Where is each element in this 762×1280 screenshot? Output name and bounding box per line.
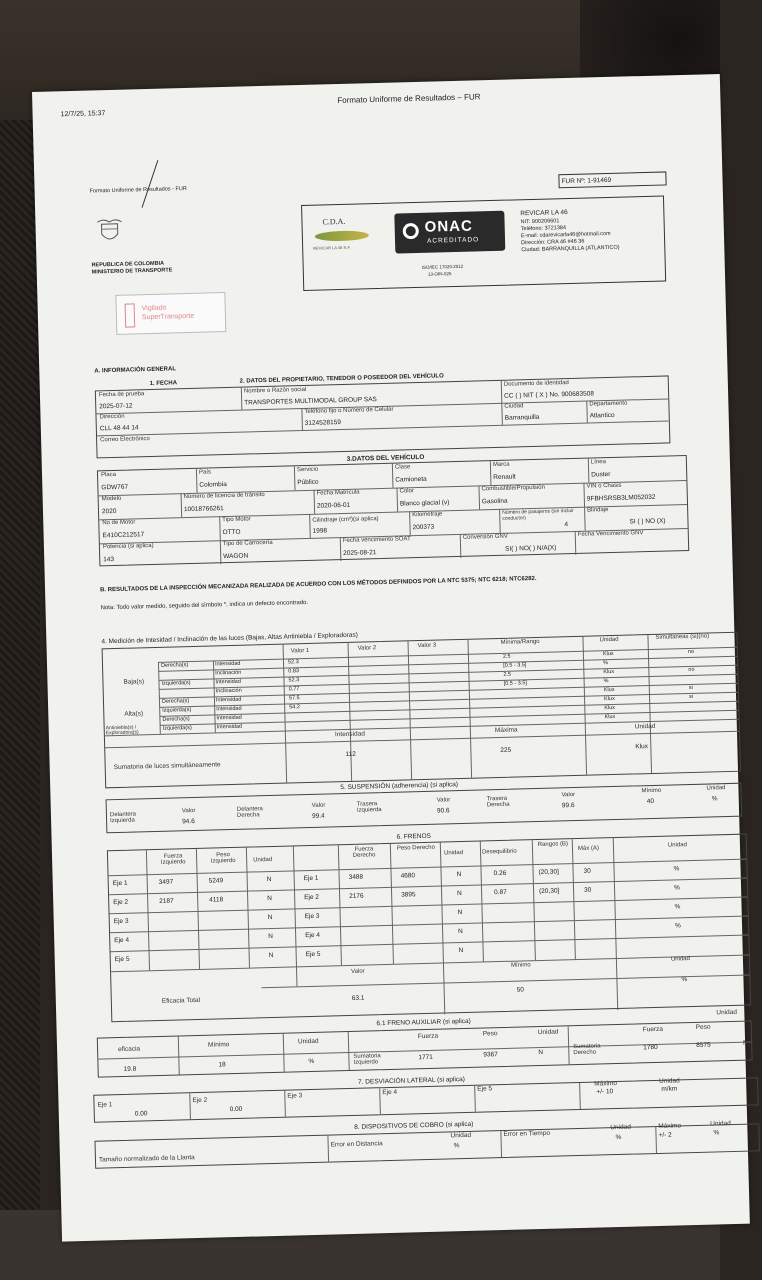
potencia-label: Potencia (si aplica) (102, 542, 154, 551)
cobro-unit2-label: Unidad (610, 1123, 632, 1132)
fur-number: FUR Nº: 1-91469 (561, 176, 612, 186)
servicio-value: Público (297, 478, 319, 487)
ciudad-label: Ciudad (504, 403, 524, 410)
frenos-unit-n: N (268, 932, 273, 941)
aux-unit3-label: Unidad (716, 1008, 738, 1017)
carroceria-label: Tipo de Carrocería (222, 539, 273, 548)
luces-row-unit: Klux (604, 704, 616, 712)
soat-value: 2025-08-21 (343, 549, 377, 558)
doc-label: Documento de identidad (503, 380, 569, 388)
fur-document (32, 74, 750, 1242)
aux-ud-value: N (743, 1039, 748, 1047)
frenos-h-pd: Peso Derecho (396, 844, 436, 852)
aux-unit2-label: Unidad (537, 1028, 559, 1037)
desv-eje1-label: Eje 1 (97, 1101, 113, 1109)
blindaje-value: SI ( ) NO (X) (629, 517, 666, 526)
frenos-eje2-label: Eje 2 (304, 893, 320, 902)
fecha-header: 1. FECHA (149, 380, 178, 388)
pais-label: País (198, 469, 212, 476)
susp-min-value: 40 (646, 797, 655, 806)
luces-row-simultanea: no (687, 648, 695, 656)
frenos-desequilibrio-value: 0.26 (493, 869, 507, 878)
color-value: Blanco glacial (v) (399, 499, 450, 508)
luces-h-valor2: Valor 2 (357, 645, 377, 652)
frenos-unit3-pct: % (674, 903, 681, 911)
frenos-unit2-n: N (458, 947, 464, 955)
motor-label: No de Motor (102, 519, 136, 527)
fur-number-box (558, 171, 666, 188)
susp-table (106, 783, 743, 834)
frenos-unit3-pct: % (673, 865, 680, 873)
pasajeros-value: 4 (564, 521, 569, 529)
background-fabric (0, 120, 40, 1280)
susp-di-label: Delantera Izquierda (109, 811, 137, 825)
linea-label: Línea (590, 459, 606, 466)
nombre-label: Nombre o Razón social (243, 386, 307, 395)
frenos-table (107, 834, 751, 1023)
aux-title: 6.1 FRENO AUXILIAR (si aplica) (376, 1017, 471, 1028)
cda-dir: Dirección: CRA 46 #46 36 (521, 238, 585, 247)
form-subtitle: Formato Uniforme de Resultados - FUR (89, 185, 187, 195)
vehicle-table (97, 455, 689, 566)
frenos-unit-n: N (267, 894, 272, 903)
luces-int-label: Intensidad (334, 730, 366, 739)
vin-label: VIN o Chasis (586, 482, 622, 490)
luces-int-value: 112 (345, 750, 356, 759)
frenos-eje-label: Eje 5 (114, 955, 130, 964)
email-label: Correo Electrónico (100, 436, 150, 444)
luces-row-unit: % (603, 660, 609, 667)
aux-fd-value: 1780 (643, 1043, 658, 1052)
cobro-tiempo-label: Error en Tiempo (503, 1129, 551, 1139)
susp-ti-valor-label: Valor (436, 797, 451, 804)
supertransporte-text: SuperTransporte (141, 312, 195, 322)
frenos-pd-value: 3895 (401, 891, 416, 899)
luces-h-minima: Mínima/Rango (500, 638, 540, 646)
depto-value: Atlantico (589, 411, 615, 420)
luces-max-label: Máxima (494, 726, 518, 735)
gnv-label: Conversión GNV (462, 533, 508, 541)
susp-dd-value: 99.4 (311, 812, 325, 820)
color-label: Color (399, 488, 415, 495)
luces-row-side: Izquierda(s) (162, 725, 192, 732)
licencia-label: Número de licencia de tránsito (183, 492, 265, 501)
luces-row-unit: Klux (603, 686, 615, 694)
susp-ti-label: Trasera Izquierda (356, 801, 382, 814)
vin-value: 9FBHSRSB3LM052032 (586, 493, 656, 503)
luces-row-type: Intensidad (215, 678, 241, 686)
desv-eje4-label: Eje 4 (382, 1088, 398, 1097)
frenos-valor-label: Valor (351, 968, 365, 975)
frenos-min-label: Mínimo (510, 962, 531, 969)
frenos-unit2-n: N (457, 890, 462, 898)
aux-min-label: Mínimo (207, 1041, 230, 1049)
frenos-h-pi: Peso Izquierdo (210, 852, 236, 865)
onac-text: ONAC (424, 217, 474, 236)
luces-row-type: Intensidad (215, 696, 242, 704)
print-datetime: 12/7/25, 15:37 (60, 110, 106, 119)
frenos-desequilibrio-value: 0.87 (494, 888, 507, 897)
luces-row-min: [0.5 - 3.5] (503, 662, 527, 669)
frenos-pd-value: 4680 (400, 872, 416, 880)
aux-unit-value: % (308, 1057, 315, 1066)
frenos-h-unidad2: Unidad (443, 849, 464, 857)
frenos-eje-label: Eje 1 (112, 879, 128, 888)
cilindraje-label: Cilindraje (cm³)(si aplica) (312, 516, 379, 524)
owner-table (95, 375, 671, 458)
propietario-header: 2. DATOS DEL PROPIETARIO, TENEDOR O POSEEDOR DEL VEHÍCULO (239, 373, 444, 385)
licencia-value: 10018766261 (183, 505, 224, 514)
dir-value: CLL 48 44 14 (99, 424, 139, 433)
coat-of-arms-icon (95, 218, 124, 249)
desv-unit-value: m/km (661, 1085, 678, 1093)
frenos-fd-value: 3488 (348, 873, 364, 881)
shield-icon (125, 303, 136, 327)
luces-row-type: Intensidad (216, 723, 243, 731)
section-b-note: Nota: Todo valor medido, seguido del símbolo *, indica un defecto encontrado. (100, 599, 309, 612)
luces-h-simultaneas: Simultaneas (si)(no) (655, 633, 710, 641)
cobro-unit3-value: % (713, 1129, 720, 1137)
susp-ti-value: 90.6 (436, 807, 450, 815)
desv-max-value: +/- 10 (596, 1088, 614, 1096)
susp-td-value: 99.6 (561, 802, 575, 810)
frenos-fi-value: 2187 (159, 897, 174, 905)
luces-unit-label: Unidad (634, 722, 656, 731)
cobro-distancia-label: Error en Distancia (330, 1140, 383, 1149)
susp-td-valor-label: Valor (561, 792, 576, 799)
modelo-value: 2020 (101, 507, 117, 516)
doc-value: CC ( ) NIT ( X ) No. 900683508 (504, 390, 595, 400)
cobro-llanta-label: Tamaño normalizado de la Llanta (98, 1154, 195, 1164)
cilindraje-value: 1998 (312, 527, 328, 535)
modelo-label: Modelo (101, 495, 122, 503)
luces-h-valor3: Valor 3 (417, 642, 437, 650)
gnv-value: SI( ) NO( ) N/A(X) (505, 544, 557, 553)
susp-title: 5. SUSPENSIÓN (adherencia) (si aplica) (340, 781, 459, 792)
frenos-eje-label: Eje 4 (114, 936, 130, 945)
frenos-fi-value: 3497 (158, 878, 174, 886)
servicio-label: Servicio (296, 466, 319, 474)
fecha-value: 2025-07-12 (99, 402, 133, 411)
vigilado-badge (115, 292, 226, 335)
cobro-unit1-value: % (453, 1142, 460, 1150)
frenos-eje2-label: Eje 4 (305, 931, 321, 940)
luces-h-valor1: Valor 1 (290, 647, 310, 655)
onac-logo-icon (403, 223, 419, 239)
luces-row-value1: 0.83 (288, 668, 300, 675)
luces-row-value1: 52.3 (288, 677, 300, 684)
dir-label: Dirección (99, 413, 125, 421)
susp-di-value: 94.6 (182, 817, 195, 826)
luces-row-type: Intensidad (216, 714, 242, 722)
frenos-eficacia-value: 63.1 (351, 994, 365, 1002)
frenos-min-value: 50 (516, 986, 524, 994)
marca-label: Marca (492, 461, 510, 469)
tipo-motor-value: OTTO (222, 528, 241, 537)
frenos-fd-value: 2176 (349, 892, 364, 900)
cobro-title: 8. DISPOSITIVOS DE COBRO (si aplica) (354, 1120, 474, 1131)
frenos-h-desequilibrio: Desequilibrio (481, 848, 517, 856)
aux-eficacia-value: 19.8 (123, 1065, 137, 1073)
desv-unit-label: Unidad (659, 1077, 680, 1085)
frenos-unit-n: N (268, 951, 274, 960)
luces-unit-value: Klux (635, 743, 649, 751)
aux-min-value: 18 (218, 1061, 226, 1069)
cobro-max-label: Máximo (658, 1122, 682, 1130)
luces-row-unit: Klux (603, 668, 615, 676)
luces-row-value1: 52.3 (287, 659, 299, 666)
kilometraje-label: Kilometraje (412, 511, 443, 519)
frenos-h-unidad3: Unidad (667, 842, 688, 849)
frenos-eficacia-label: Eficacia Total (161, 996, 201, 1005)
luces-group-bajas: Baja(s) (123, 678, 145, 686)
aux-peso2-label: Peso (695, 1023, 711, 1031)
marca-value: Renault (493, 473, 516, 482)
luces-row-side: Izquierda(s) (162, 707, 192, 714)
luces-row-type: Inclinación (215, 687, 242, 695)
frenos-pi-value: 4118 (209, 896, 224, 904)
desv-eje5-label: Eje 5 (477, 1085, 493, 1093)
frenos-h-unidad: Unidad (253, 856, 273, 864)
luces-row-side: Izquierda(s) (161, 680, 191, 687)
frenos-h-fd: Fuerza Derecho (352, 846, 376, 859)
aux-sum-izq-label: Sumatoria Izquierdo (353, 1053, 381, 1066)
frenos-rango-value: (20,30] (538, 868, 559, 877)
frenos-unit3-pct: % (673, 884, 680, 892)
cda-nit: NIT: 900206601 (520, 218, 560, 226)
aux-fuerza-label: Fuerza (417, 1032, 439, 1041)
cobro-table (94, 1120, 760, 1168)
linea-value: Duster (591, 470, 611, 479)
frenos-unit-label: Unidad (670, 956, 691, 963)
clase-value: Camioneta (395, 475, 427, 484)
cda-city: Ciudad: BARRANQUILLA (ATLANTICO) (521, 244, 620, 254)
aux-peso-label: Peso (482, 1030, 498, 1038)
aux-pi-value: 9367 (483, 1051, 498, 1059)
iso-line2: 13-OIN-026 (427, 271, 452, 277)
tel-label: Teléfono fijo o Número de Celular (304, 406, 394, 415)
frenos-unit-n: N (266, 876, 272, 884)
nombre-value: TRANSPORTES MULTIMODAL GROUP SAS (244, 396, 377, 407)
luces-group-altas: Alta(s) (124, 710, 144, 718)
luces-row-min: 2.5 (502, 653, 511, 660)
luces-row-side: Derecha(s) (160, 662, 189, 669)
luces-row-min: 2.5 (503, 671, 512, 678)
aux-fi-value: 1771 (418, 1053, 433, 1062)
luces-row-unit: Klux (604, 713, 616, 721)
susp-dd-valor-label: Valor (311, 802, 326, 809)
luces-h-unidad: Unidad (599, 636, 619, 644)
luces-row-side: Derecha(s) (162, 716, 190, 723)
combustible-value: Gasolina (481, 497, 508, 506)
luces-row-simultanea: si (688, 693, 694, 701)
susp-unit-label: Unidad (706, 785, 726, 792)
susp-dd-label: Delantera Derecha (236, 806, 263, 819)
depto-label: Departamento (589, 400, 628, 408)
luces-row-value1: 0.77 (288, 686, 300, 693)
desv-eje2-label: Eje 2 (192, 1096, 208, 1105)
frenos-unit2-n: N (456, 871, 462, 879)
cda-email: E-mail: cdarevicarla46@hotmail.com (520, 230, 611, 240)
luces-max-value: 225 (500, 746, 512, 754)
cda-name: REVICAR LA 46 (520, 209, 568, 218)
frenos-eje2-label: Eje 3 (304, 912, 320, 921)
cobro-unit2-value: % (615, 1133, 622, 1142)
luces-row-side: Derecha(s) (161, 698, 190, 705)
soat-label: Fecha vencimiento SOAT (342, 536, 411, 545)
placa-label: Placa (100, 471, 117, 479)
luces-row-unit: Klux (602, 650, 614, 658)
luces-sum-label: Sumatoria de luces simultáneamente (113, 761, 221, 772)
fecha-label: Fecha de prueba (98, 391, 145, 399)
frenos-eje2-label: Eje 5 (305, 950, 321, 959)
ministry-line1: REPUBLICA DE COLOMBIA (91, 260, 165, 269)
luces-row-unit: Klux (604, 695, 615, 703)
ministry-line2: MINISTERIO DE TRANSPORTE (91, 267, 173, 276)
frenos-eje-label: Eje 3 (113, 917, 129, 926)
document-title: Formato Uniforme de Resultados – FUR (337, 92, 481, 106)
aux-table (97, 1017, 753, 1077)
cda-box (301, 195, 666, 290)
luces-row-min: [0.5 - 3.5] (503, 680, 527, 687)
tel-value: 3124528159 (304, 419, 342, 427)
cda-logo-sub: REVICAR LA 46 S.A (313, 244, 350, 251)
pais-value: Colombia (199, 481, 227, 489)
ciudad-value: Barranquilla (504, 413, 540, 422)
aux-eficacia-label: eficacia (118, 1045, 141, 1054)
luces-row-type: Inclinación (215, 669, 242, 677)
frenos-max-value: 30 (583, 867, 591, 875)
frenos-eje2-label: Eje 1 (303, 874, 319, 883)
cda-logo: C.D.A. (322, 216, 346, 227)
luces-row-type: Intensidad (214, 660, 241, 668)
susp-td-label: Trasera Derecha (486, 795, 510, 809)
motor-value: E410C212517 (102, 531, 145, 540)
frenos-eje-label: Eje 2 (113, 898, 129, 907)
luces-row-simultanea: no (688, 666, 695, 674)
aux-unit-label: Unidad (297, 1037, 319, 1046)
susp-unit-value: % (711, 795, 718, 803)
pen-mark (142, 160, 159, 208)
frenos-h-rangos: Rangos (B) (537, 841, 569, 849)
iso-line1: ISO/IEC 17020:2012 (421, 263, 464, 270)
desv-eje2-value: 0.00 (229, 1105, 243, 1114)
cda-tel: Teléfono: 3721384 (520, 225, 567, 233)
aux-sum-der-label: Sumatoria Derecho (573, 1043, 601, 1057)
tipo-motor-label: Tipo Motor (222, 516, 251, 524)
frenos-max-value: 30 (583, 886, 592, 894)
cobro-unit3-label: Unidad (710, 1120, 731, 1128)
luces-row-simultanea: si (688, 684, 693, 692)
cda-logo-shape (315, 230, 369, 241)
onac-badge (394, 211, 505, 254)
susp-min-label: Mínimo (641, 787, 662, 795)
desv-eje1-value: 0.00 (134, 1110, 148, 1118)
combustible-label: Combustible/Propulsión (481, 484, 545, 493)
aux-pd-value: 8575 (696, 1041, 711, 1049)
desv-max-label: Máximo (594, 1080, 618, 1088)
kilometraje-value: 200373 (412, 523, 435, 532)
aux-ui-value: N (538, 1048, 544, 1057)
matricula-value: 2020-06-01 (316, 501, 351, 510)
desv-title: 7. DESVIACIÓN LATERAL (si aplica) (357, 1076, 466, 1086)
frenos-unit2-n: N (457, 909, 463, 917)
frenos-unit-n: N (267, 913, 273, 922)
frenos-pi-value: 5249 (208, 877, 224, 885)
frenos-title: 6. FRENOS (396, 832, 432, 841)
frenos-rango-value: (20,30] (539, 887, 560, 895)
luces-row-value1: 54.2 (289, 704, 300, 711)
frenos-unit-value: % (681, 976, 688, 984)
susp-di-valor-label: Valor (181, 807, 196, 815)
vigilado-text: Vigilado (141, 304, 167, 313)
luces-row-unit: % (603, 678, 609, 685)
aux-fuerza2-label: Fuerza (642, 1025, 664, 1034)
carroceria-value: WAGON (223, 552, 249, 561)
onac-accredited: ACREDITADO (426, 236, 480, 245)
frenos-h-max: Máx (A) (577, 845, 600, 852)
cobro-max-value: +/- 2 (658, 1131, 672, 1139)
placa-value: GDW767 (101, 483, 129, 492)
frenos-unit3-pct: % (674, 922, 681, 930)
luces-row-value1: 57.5 (288, 695, 300, 702)
gnv-fecha-label: Fecha Vencimiento GNV (577, 530, 644, 538)
luces-row-type: Intensidad (216, 705, 242, 713)
section-a-title: A. INFORMACIÓN GENERAL (94, 366, 177, 375)
section-b-title: B. RESULTADOS DE LA INSPECCIÓN MECANIZADA REALIZADA DE ACUERDO CON LOS MÉTODOS DEFINIDOS POR LA NTC 5375; NTC 6218; NTC6282. (99, 575, 537, 594)
luces-group-antiniebla: Antiniebla(s) / Exploradora(s) (105, 724, 139, 737)
desv-table (93, 1077, 759, 1122)
luces-title: 4. Medición de Intesidad / Inclinación de las luces (Bajas, Altas Antiniebla / Exploradoras) (101, 631, 358, 646)
potencia-value: 143 (103, 556, 115, 564)
frenos-h-fi: Fuerza Izquierdo (160, 853, 186, 866)
desv-eje3-label: Eje 3 (287, 1092, 303, 1100)
blindaje-label: Blindaje (587, 507, 609, 514)
vehicle-title: 3.DATOS DEL VEHÍCULO (346, 453, 425, 463)
cobro-unit1-label: Unidad (450, 1131, 472, 1140)
frenos-unit2-n: N (458, 928, 463, 936)
matricula-label: Fecha Matrícula (316, 489, 360, 497)
pasajeros-label: Número de pasajeros (sin incluir conductor) (502, 507, 574, 522)
clase-label: Clase (394, 464, 411, 471)
